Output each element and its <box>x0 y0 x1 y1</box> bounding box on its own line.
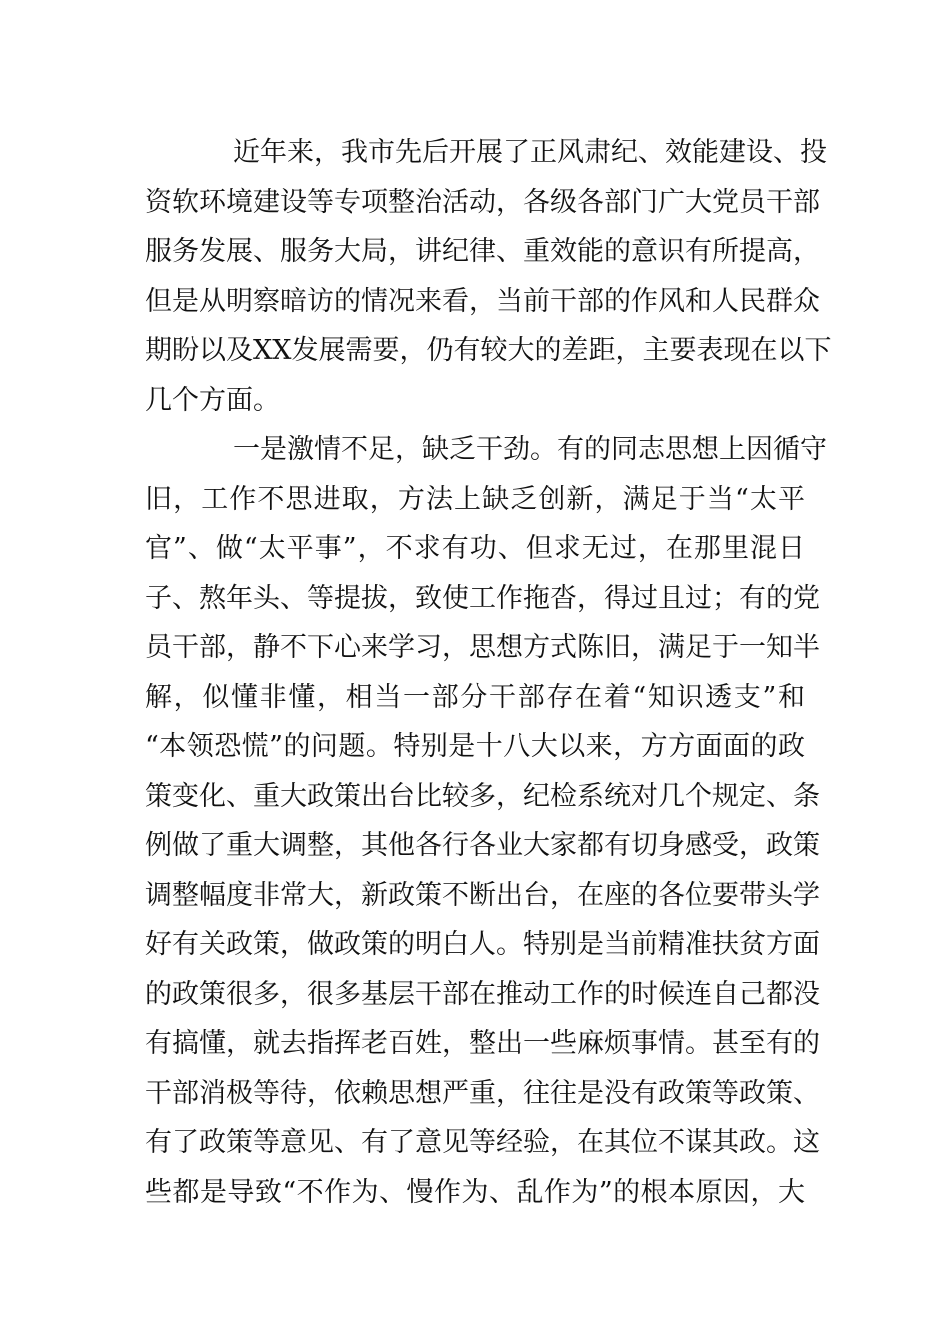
text-line: 期盼以及XX发展需要，仍有较大的差距，主要表现在以下 <box>145 335 832 366</box>
text-line: 服务发展、服务大局，讲纪律、重效能的意识有所提高， <box>145 236 820 267</box>
text-line: 有了政策等意见、有了意见等经验，在其位不谋其政。这 <box>145 1127 820 1158</box>
text-line: 些都是导致“不作为、慢作为、乱作为”的根本原因，大 <box>145 1177 805 1208</box>
text-line: 员干部，静不下心来学习，思想方式陈旧，满足于一知半 <box>145 632 820 663</box>
text-line: 官”、做“太平事”，不求有功、但求无过，在那里混日 <box>145 533 805 564</box>
text-line: 调整幅度非常大，新政策不断出台，在座的各位要带头学 <box>145 880 820 911</box>
text-line: 一是激情不足，缺乏干劲。有的同志思想上因循守 <box>233 434 827 465</box>
text-line: 干部消极等待，依赖思想严重，往往是没有政策等政策、 <box>145 1078 820 1109</box>
text-line: 好有关政策，做政策的明白人。特别是当前精准扶贫方面 <box>145 929 820 960</box>
text-line: 资软环境建设等专项整治活动，各级各部门广大党员干部 <box>145 187 820 218</box>
text-line: 有搞懂，就去指挥老百姓，整出一些麻烦事情。甚至有的 <box>145 1028 820 1059</box>
text-line: 例做了重大调整，其他各行各业大家都有切身感受，政策 <box>145 830 820 861</box>
text-line: “本领恐慌”的问题。特别是十八大以来，方方面面的政 <box>145 731 805 762</box>
text-line: 但是从明察暗访的情况来看，当前干部的作风和人民群众 <box>145 286 820 317</box>
text-line: 子、熬年头、等提拔，致使工作拖沓，得过且过；有的党 <box>145 583 820 614</box>
text-line: 几个方面。 <box>145 385 280 416</box>
text-line: 的政策很多，很多基层干部在推动工作的时候连自己都没 <box>145 979 820 1010</box>
text-line: 近年来，我市先后开展了正风肃纪、效能建设、投 <box>233 137 827 168</box>
text-line: 策变化、重大政策出台比较多，纪检系统对几个规定、条 <box>145 781 820 812</box>
text-line: 解，似懂非懂，相当一部分干部存在着“知识透支”和 <box>145 682 805 713</box>
text-line: 旧，工作不思进取，方法上缺乏创新，满足于当“太平 <box>145 484 805 515</box>
